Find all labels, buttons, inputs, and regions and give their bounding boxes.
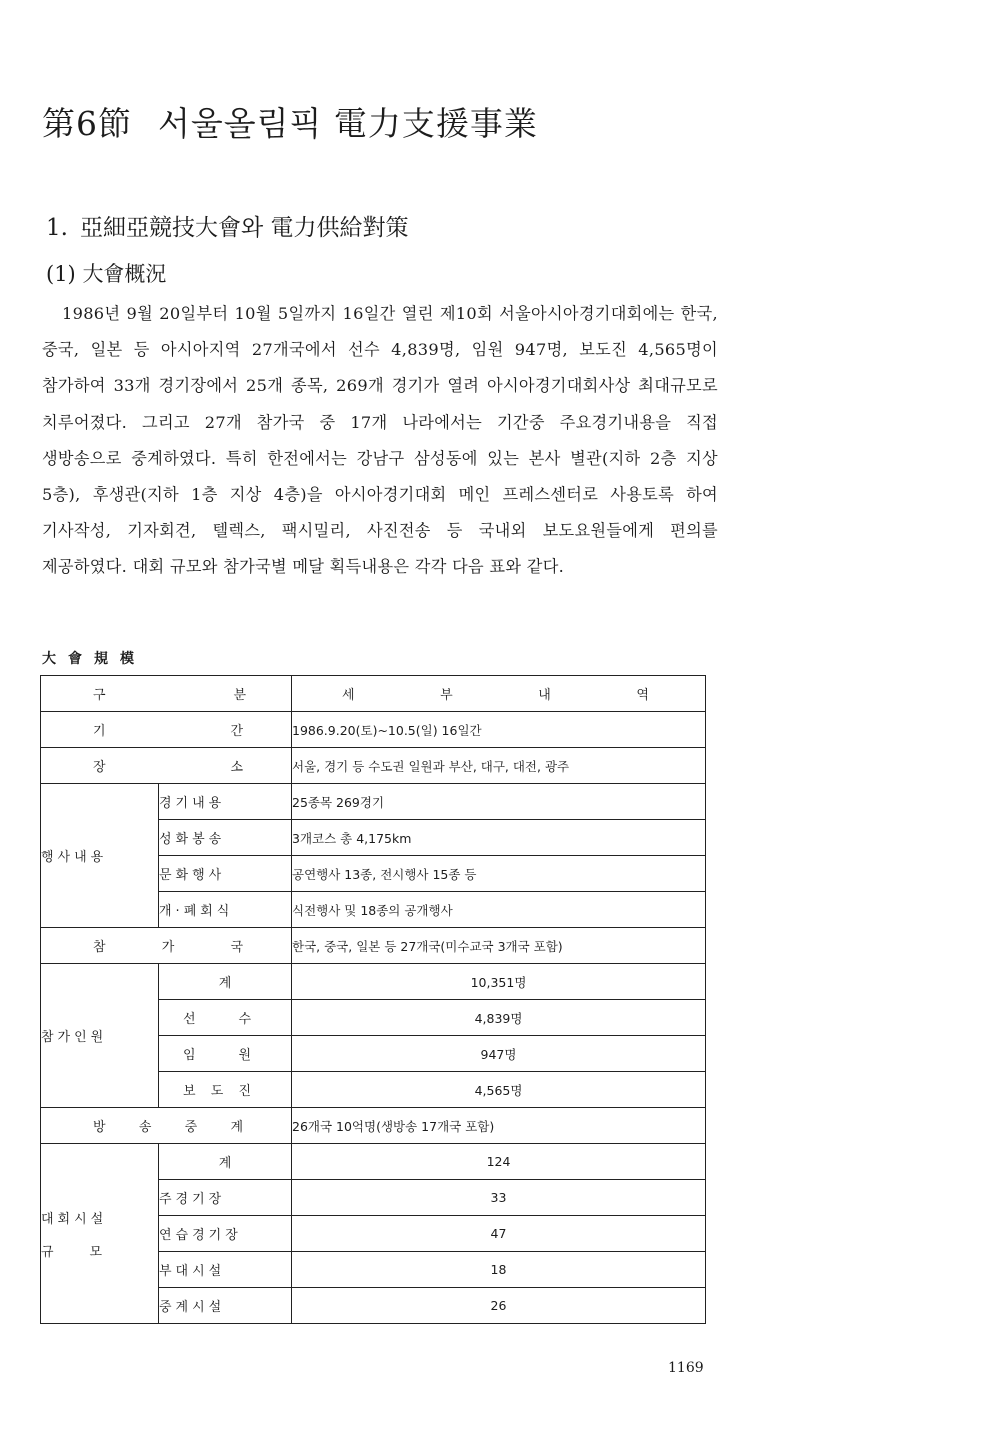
section-number: 1. <box>46 215 68 242</box>
section-heading <box>46 209 408 242</box>
facilities-sub-label: 연습경기장 <box>159 1216 292 1252</box>
table-caption: 大會規模 <box>42 651 146 667</box>
events-sub-value: 3개코스 총 4,175km <box>292 820 706 856</box>
table-row <box>41 748 706 784</box>
facilities-sub-label: 계 <box>159 1144 292 1180</box>
participants-sub-label: 선 수 <box>159 1000 292 1036</box>
table-row <box>41 784 706 820</box>
venue-value: 서울, 경기 등 수도권 일원과 부산, 대구, 대전, 광주 <box>292 748 706 784</box>
period-value: 1986.9.20(토)~10.5(일) 16일간 <box>292 712 706 748</box>
table-row <box>41 928 706 964</box>
subsection-title: 大會概況 <box>82 262 167 286</box>
facilities-group-label: 대회시설 규모 <box>41 1144 159 1324</box>
header-detail-cell: 세 부 내 역 <box>292 676 706 712</box>
events-sub-value: 식전행사 및 18종의 공개행사 <box>292 892 706 928</box>
page-number: 1169 <box>668 1360 704 1376</box>
events-sub-value: 공연행사 13종, 전시행사 15종 등 <box>292 856 706 892</box>
facilities-sub-label: 중계시설 <box>159 1288 292 1324</box>
table-header-row <box>41 676 706 712</box>
events-sub-value: 25종목 269경기 <box>292 784 706 820</box>
venue-label: 장 소 <box>41 748 292 784</box>
broadcast-label: 방 송 중 계 <box>41 1108 292 1144</box>
period-label: 기 간 <box>41 712 292 748</box>
subsection-number: (1) <box>46 262 76 286</box>
countries-label: 참 가 국 <box>41 928 292 964</box>
facilities-sub-value: 33 <box>292 1180 706 1216</box>
facilities-sub-label: 부대시설 <box>159 1252 292 1288</box>
participants-sub-value: 947명 <box>292 1036 706 1072</box>
facilities-sub-value: 47 <box>292 1216 706 1252</box>
facilities-sub-value: 124 <box>292 1144 706 1180</box>
facilities-sub-value: 18 <box>292 1252 706 1288</box>
event-scale-table <box>40 675 706 1324</box>
broadcast-value: 26개국 10억명(생방송 17개국 포함) <box>292 1108 706 1144</box>
table-row <box>41 1144 706 1180</box>
subsection-heading <box>46 258 166 288</box>
table-row <box>41 964 706 1000</box>
participants-sub-label: 임 원 <box>159 1036 292 1072</box>
body-paragraph: 1986년 9월 20일부터 10월 5일까지 16일간 열린 제10회 서울아시아경기대회에는 한국, 중국, 일본 등 아시아지역 27개국에서 선수 4,839명, 임원 947명, 보도진 4,565명이 참가하여 33개 경기장에서 25개 종목, 269개 경기가 열려 아시아경기대회사상 최대규모로 치루어졌다. 그리고 27개 참가국 중 17개 나라에서는 기간중 주요경기내용을 직접 생방송으로 중계하였다. 특히 한전에서는 강남구 삼성동에 있는 본사 별관(지하 2층 지상 5층), 후생관(지하 1층 지상 4층)을 아시아경기대회 메인 프레스센터로 사용토록 하여 기사작성, 기자회견, 텔렉스, 팩시밀리, 사진전송 등 국내외 보도요원들에게 편의를 제공하였다. 대회 규모와 참가국별 메달 획득내용은 각각 다음 표와 같다. <box>42 304 718 577</box>
table-row <box>41 712 706 748</box>
events-sub-label: 개·폐회식 <box>159 892 292 928</box>
participants-sub-value: 4,839명 <box>292 1000 706 1036</box>
chapter-heading <box>42 98 538 145</box>
facilities-sub-value: 26 <box>292 1288 706 1324</box>
countries-value: 한국, 중국, 일본 등 27개국(미수교국 3개국 포함) <box>292 928 706 964</box>
participants-sub-label: 계 <box>159 964 292 1000</box>
participants-sub-value: 10,351명 <box>292 964 706 1000</box>
section-title: 亞細亞競技大會와 電力供給對策 <box>79 215 409 242</box>
events-sub-label: 성화봉송 <box>159 820 292 856</box>
chapter-number: 第6節 <box>42 104 132 144</box>
table-row <box>41 1108 706 1144</box>
chapter-title: 서울올림픽 電力支援事業 <box>158 104 538 144</box>
events-group-label: 행사내용 <box>41 784 159 928</box>
participants-sub-value: 4,565명 <box>292 1072 706 1108</box>
events-sub-label: 경기내용 <box>159 784 292 820</box>
participants-group-label: 참가인원 <box>41 964 159 1108</box>
participants-sub-label: 보 도 진 <box>159 1072 292 1108</box>
header-category-cell: 구 분 <box>41 676 292 712</box>
facilities-sub-label: 주경기장 <box>159 1180 292 1216</box>
events-sub-label: 문화행사 <box>159 856 292 892</box>
